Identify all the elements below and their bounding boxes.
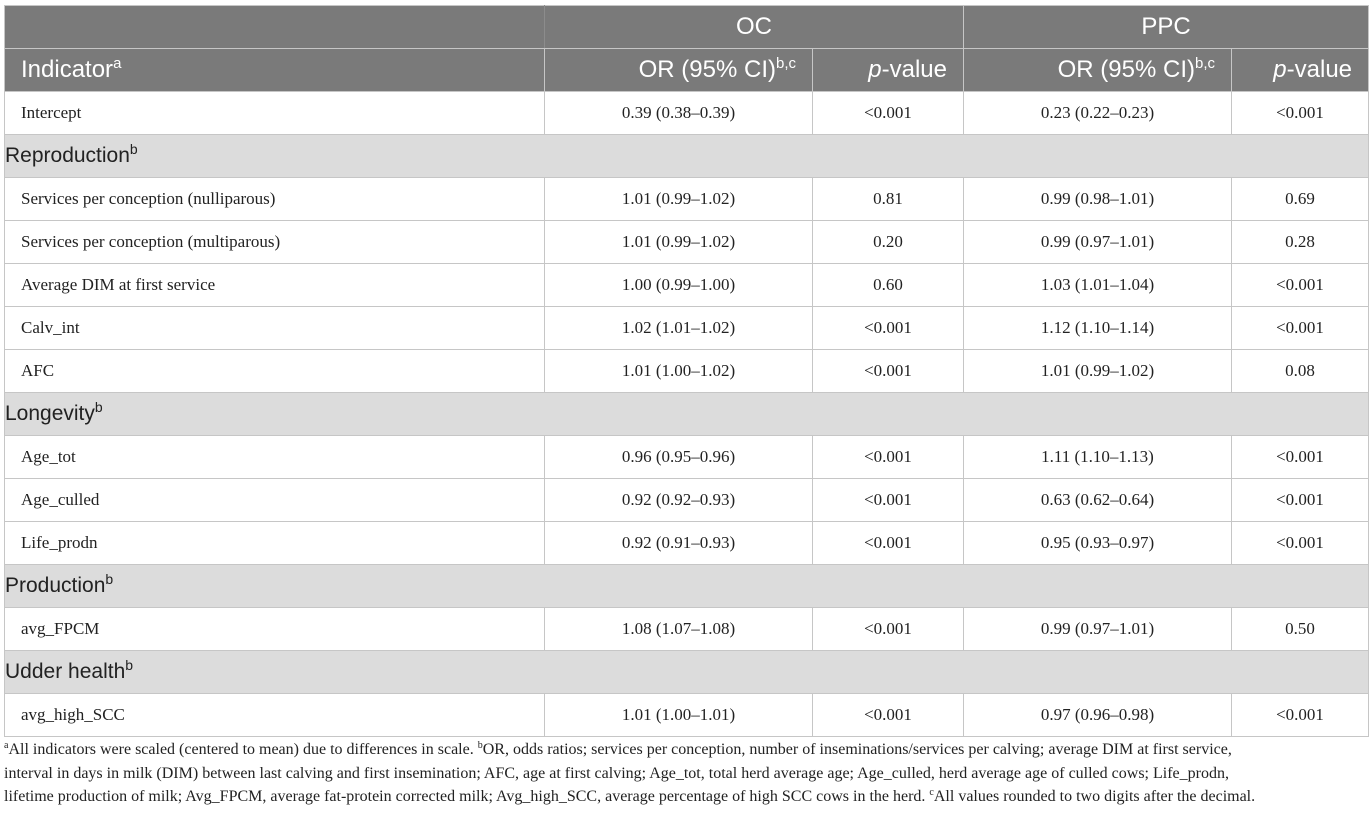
ppc-p-cell: 0.69: [1232, 178, 1369, 221]
oc-p-cell: <0.001: [813, 307, 964, 350]
indicator-cell: Intercept: [5, 92, 545, 135]
ppc-or-cell: 0.99 (0.98–1.01): [964, 178, 1232, 221]
footnote-text-a: All indicators were scaled (centered to mean) due to differences in scale.: [8, 741, 478, 758]
indicator-cell: Calv_int: [5, 307, 545, 350]
footnote-line-3: [4, 785, 1368, 809]
section-title-cell: [5, 565, 1369, 608]
ppc-p-cell: <0.001: [1232, 479, 1369, 522]
or-label: OR (95% CI): [638, 56, 776, 83]
p-italic: p: [1273, 56, 1287, 83]
table-row: [5, 436, 1369, 479]
oc-p-cell: 0.20: [813, 221, 964, 264]
oc-or-cell: 1.01 (1.00–1.02): [545, 350, 813, 393]
section-sup: b: [94, 399, 103, 415]
table-row: [5, 178, 1369, 221]
oc-p-cell: <0.001: [813, 92, 964, 135]
ppc-or-cell: 0.23 (0.22–0.23): [964, 92, 1232, 135]
section-title: Longevity: [5, 402, 95, 425]
oc-p-cell: 0.81: [813, 178, 964, 221]
table-row: [5, 479, 1369, 522]
ppc-p-cell: <0.001: [1232, 92, 1369, 135]
ppc-or-cell: 1.03 (1.01–1.04): [964, 264, 1232, 307]
column-header-ppc-or: [964, 49, 1232, 92]
oc-p-cell: <0.001: [813, 479, 964, 522]
ppc-or-cell: 0.99 (0.97–1.01): [964, 221, 1232, 264]
section-row: [5, 135, 1369, 178]
ppc-p-cell: <0.001: [1232, 436, 1369, 479]
ppc-or-cell: 1.12 (1.10–1.14): [964, 307, 1232, 350]
section-title-cell: [5, 135, 1369, 178]
table-row: [5, 522, 1369, 565]
or-sup: b,c: [775, 55, 796, 72]
group-header-ppc: PPC: [964, 6, 1369, 49]
ppc-or-cell: 0.99 (0.97–1.01): [964, 608, 1232, 651]
oc-or-cell: 1.01 (1.00–1.01): [545, 694, 813, 737]
section-row: [5, 565, 1369, 608]
ppc-or-cell: 0.97 (0.96–0.98): [964, 694, 1232, 737]
section-sup: b: [129, 141, 138, 157]
indicator-cell: Services per conception (multiparous): [5, 221, 545, 264]
p-rest: -value: [881, 56, 947, 83]
section-title-cell: [5, 651, 1369, 694]
column-header-indicator: [5, 49, 545, 92]
section-title: Udder health: [5, 660, 126, 683]
table-row: [5, 92, 1369, 135]
ppc-p-cell: <0.001: [1232, 522, 1369, 565]
oc-or-cell: 1.01 (0.99–1.02): [545, 221, 813, 264]
footnote-text-c-pre: lifetime production of milk; Avg_FPCM, average fat-protein corrected milk; Avg_high_SCC, average percentage of high SCC cows in the herd.: [4, 788, 930, 805]
p-italic: p: [868, 56, 882, 83]
ppc-or-cell: 0.63 (0.62–0.64): [964, 479, 1232, 522]
indicator-cell: Age_culled: [5, 479, 545, 522]
section-sup: b: [125, 657, 134, 673]
footnote-line-2: interval in days in milk (DIM) between last calving and first insemination; AFC, age at first calving; Age_tot, total herd average age; Age_culled, herd average age of culled cows; Life_prodn,: [4, 764, 1229, 782]
ppc-or-cell: 1.01 (0.99–1.02): [964, 350, 1232, 393]
oc-p-cell: <0.001: [813, 522, 964, 565]
indicator-cell: Services per conception (nulliparous): [5, 178, 545, 221]
indicator-cell: AFC: [5, 350, 545, 393]
oc-or-cell: 1.02 (1.01–1.02): [545, 307, 813, 350]
table-footnote: [4, 738, 1368, 809]
group-header-row: [5, 6, 1369, 49]
section-sup: b: [105, 571, 114, 587]
oc-p-cell: 0.60: [813, 264, 964, 307]
oc-or-cell: 1.08 (1.07–1.08): [545, 608, 813, 651]
oc-or-cell: 0.96 (0.95–0.96): [545, 436, 813, 479]
table-row: [5, 264, 1369, 307]
table-body: [5, 92, 1369, 737]
table-row: [5, 694, 1369, 737]
ppc-p-cell: <0.001: [1232, 307, 1369, 350]
ppc-p-cell: 0.50: [1232, 608, 1369, 651]
oc-p-cell: <0.001: [813, 350, 964, 393]
oc-p-cell: <0.001: [813, 436, 964, 479]
column-header-oc-p: [813, 49, 964, 92]
p-rest: -value: [1286, 56, 1353, 83]
footnote-sup-c: c: [929, 787, 934, 798]
section-row: [5, 651, 1369, 694]
indicator-sup: a: [113, 55, 122, 72]
ppc-or-cell: 1.11 (1.10–1.13): [964, 436, 1232, 479]
footnote-text-c: All values rounded to two digits after the decimal.: [933, 788, 1256, 805]
column-header-ppc-p: [1232, 49, 1369, 92]
column-header-row: [5, 49, 1369, 92]
footnote-text-b: OR, odds ratios; services per conception, number of inseminations/services per calving; average DIM at first service,: [482, 741, 1232, 758]
or-label: OR (95% CI): [1057, 56, 1195, 83]
oc-or-cell: 0.92 (0.91–0.93): [545, 522, 813, 565]
indicator-cell: Average DIM at first service: [5, 264, 545, 307]
oc-or-cell: 1.01 (0.99–1.02): [545, 178, 813, 221]
ppc-p-cell: 0.28: [1232, 221, 1369, 264]
oc-or-cell: 0.39 (0.38–0.39): [545, 92, 813, 135]
or-sup: b,c: [1194, 55, 1215, 72]
column-header-oc-or: [545, 49, 813, 92]
indicator-cell: avg_FPCM: [5, 608, 545, 651]
table-row: [5, 608, 1369, 651]
oc-or-cell: 0.92 (0.92–0.93): [545, 479, 813, 522]
footnote-line-1: [4, 738, 1368, 762]
footnote-sup-a: a: [4, 740, 9, 751]
ppc-p-cell: <0.001: [1232, 264, 1369, 307]
oc-or-cell: 1.00 (0.99–1.00): [545, 264, 813, 307]
oc-p-cell: <0.001: [813, 694, 964, 737]
section-row: [5, 393, 1369, 436]
ppc-or-cell: 0.95 (0.93–0.97): [964, 522, 1232, 565]
results-table: [4, 5, 1369, 737]
indicator-cell: Life_prodn: [5, 522, 545, 565]
section-title: Reproduction: [5, 144, 130, 167]
indicator-label: Indicator: [21, 56, 114, 83]
table-row: [5, 307, 1369, 350]
table-row: [5, 350, 1369, 393]
footnote-sup-b: b: [477, 740, 483, 751]
table-row: [5, 221, 1369, 264]
oc-p-cell: <0.001: [813, 608, 964, 651]
indicator-cell: avg_high_SCC: [5, 694, 545, 737]
ppc-p-cell: 0.08: [1232, 350, 1369, 393]
indicator-cell: Age_tot: [5, 436, 545, 479]
header-blank-cell: [5, 6, 545, 49]
section-title: Production: [5, 574, 106, 597]
ppc-p-cell: <0.001: [1232, 694, 1369, 737]
group-header-oc: OC: [545, 6, 964, 49]
section-title-cell: [5, 393, 1369, 436]
